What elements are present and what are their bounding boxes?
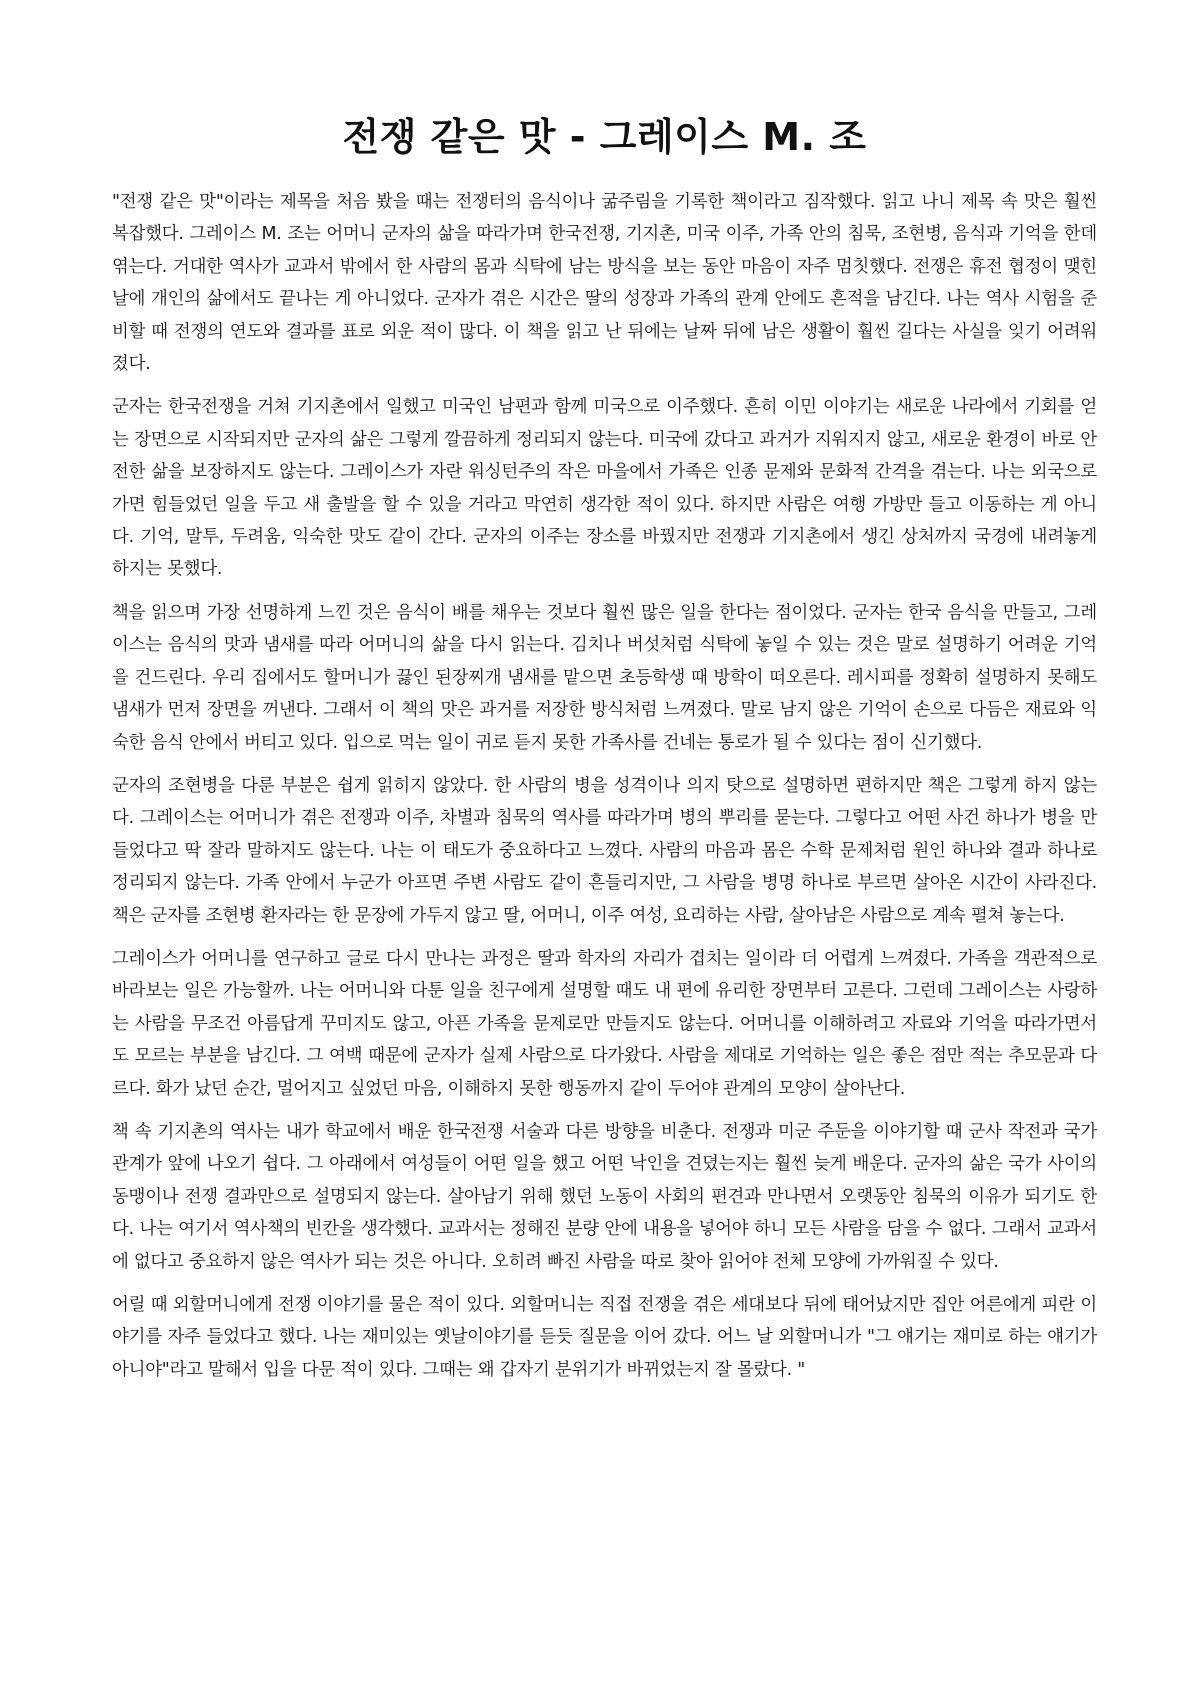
paragraph: "전쟁 같은 맛"이라는 제목을 처음 봤을 때는 전쟁터의 음식이나 굶주림을 기록한 책이라고 짐작했다. 읽고 나니 제목 속 맛은 훨씬 복잡했다. 그레이스 M. 조는 어머니 군자의 삶을 따라가며 한국전쟁, 기지촌, 미국 이주, 가족 안의 침묵, 조현병, 음식과 기억을 한데 엮는다. 거대한 역사가 교과서 밖에서 한 사람의 몸과 식탁에 남는 방식을 보는 동안 마음이 자주 멈칫했다. 전쟁은 휴전 협정이 맺힌 날에 개인의 삶에서도 끝나는 게 아니었다. 군자가 겪은 시간은 딸의 성장과 가족의 관계 안에도 흔적을 남긴다. 나는 역사 시험을 준비할 때 전쟁의 연도와 결과를 표로 외운 적이 많다. 이 책을 읽고 난 뒤에는 날짜 뒤에 남은 생활이 훨씬 길다는 사실을 잊기 어려워졌다. bbox=[112, 192, 1097, 375]
paragraph: 군자는 한국전쟁을 거쳐 기지촌에서 일했고 미국인 남편과 함께 미국으로 이주했다. 흔히 이민 이야기는 새로운 나라에서 기회를 얻는 장면으로 시작되지만 군자의 삶은 그렇게 깔끔하게 정리되지 않는다. 미국에 갔다고 과거가 지워지지 않고, 새로운 환경이 바로 안전한 삶을 보장하지도 않는다. 그레이스가 자란 워싱턴주의 작은 마을에서 가족은 인종 문제와 문화적 간격을 겪는다. 나는 외국으로 가면 힘들었던 일을 두고 새 출발을 할 수 있을 거라고 막연히 생각한 적이 있다. 하지만 사람은 여행 가방만 들고 이동하는 게 아니다. 기억, 말투, 두려움, 익숙한 맛도 같이 간다. 군자의 이주는 장소를 바꿨지만 전쟁과 기지촌에서 생긴 상처까지 국경에 내려놓게 하지는 못했다. bbox=[112, 397, 1097, 580]
paragraph: 군자의 조현병을 다룬 부분은 쉽게 읽히지 않았다. 한 사람의 병을 성격이나 의지 탓으로 설명하면 편하지만 책은 그렇게 하지 않는다. 그레이스는 어머니가 겪은 전쟁과 이주, 차별과 침묵의 역사를 따라가며 병의 뿌리를 묻는다. 그렇다고 어떤 사건 하나가 병을 만들었다고 딱 잘라 말하지도 않는다. 나는 이 태도가 중요하다고 느꼈다. 사람의 마음과 몸은 수학 문제처럼 원인 하나와 결과 하나로 정리되지 않는다. 가족 안에서 누군가 아프면 주변 사람도 같이 흔들리지만, 그 사람을 병명 하나로 부르면 살아온 시간이 사라진다. 책은 군자를 조현병 환자라는 한 문장에 가두지 않고 딸, 어머니, 이주 여성, 요리하는 사람, 살아남은 사람으로 계속 펼쳐 놓는다. bbox=[112, 775, 1097, 926]
paragraph: 그레이스가 어머니를 연구하고 글로 다시 만나는 과정은 딸과 학자의 자리가 겹치는 일이라 더 어렵게 느껴졌다. 가족을 객관적으로 바라보는 일은 가능할까. 나는 어머니와 다툰 일을 친구에게 설명할 때도 내 편에 유리한 장면부터 고른다. 그런데 그레이스는 사랑하는 사람을 무조건 아름답게 꾸미지도 않고, 아픈 가족을 문제로만 만들지도 않는다. 어머니를 이해하려고 자료와 기억을 따라가면서도 모르는 부분을 남긴다. 그 여백 때문에 군자가 실제 사람으로 다가왔다. 사람을 제대로 기억하는 일은 좋은 점만 적는 추모문과 다르다. 화가 났던 순간, 멀어지고 싶었던 마음, 이해하지 못한 행동까지 같이 두어야 관계의 모양이 살아난다. bbox=[112, 948, 1097, 1099]
paragraph: 책을 읽으며 가장 선명하게 느낀 것은 음식이 배를 채우는 것보다 훨씬 많은 일을 한다는 점이었다. 군자는 한국 음식을 만들고, 그레이스는 음식의 맛과 냄새를 따라 어머니의 삶을 다시 읽는다. 김치나 버섯처럼 식탁에 놓일 수 있는 것은 말로 설명하기 어려운 기억을 건드린다. 우리 집에서도 할머니가 끓인 된장찌개 냄새를 맡으면 초등학생 때 방학이 떠오른다. 레시피를 정확히 설명하지 못해도 냄새가 먼저 장면을 꺼낸다. 그래서 이 책의 맛은 과거를 저장한 방식처럼 느껴졌다. 말로 남지 않은 기억이 손으로 다듬은 재료와 익숙한 음식 안에서 버티고 있다. 입으로 먹는 일이 귀로 듣지 못한 가족사를 건네는 통로가 될 수 있다는 점이 신기했다. bbox=[112, 602, 1097, 753]
document-title: 전쟁 같은 맛 - 그레이스 M. 조 bbox=[342, 115, 867, 159]
paragraph: 책 속 기지촌의 역사는 내가 학교에서 배운 한국전쟁 서술과 다른 방향을 비춘다. 전쟁과 미군 주둔을 이야기할 때 군사 작전과 국가 관계가 앞에 나오기 쉽다. 그 아래에서 여성들이 어떤 일을 했고 어떤 낙인을 견뎠는지는 훨씬 늦게 배운다. 군자의 삶은 국가 사이의 동맹이나 전쟁 결과만으로 설명되지 않는다. 살아남기 위해 했던 노동이 사회의 편견과 만나면서 오랫동안 침묵의 이유가 되기도 한다. 나는 여기서 역사책의 빈칸을 생각했다. 교과서는 정해진 분량 안에 내용을 넣어야 하니 모든 사람을 담을 수 없다. 그래서 교과서에 없다고 중요하지 않은 역사가 되는 것은 아니다. 오히려 빠진 사람을 따로 찾아 읽어야 전체 모양에 가까워질 수 있다. bbox=[112, 1121, 1097, 1272]
paragraph: 어릴 때 외할머니에게 전쟁 이야기를 물은 적이 있다. 외할머니는 직접 전쟁을 겪은 세대보다 뒤에 태어났지만 집안 어른에게 피란 이야기를 자주 들었다고 했다. 나는 재미있는 옛날이야기를 듣듯 질문을 이어 갔다. 어느 날 외할머니가 "그 얘기는 재미로 하는 얘기가 아니야"라고 말해서 입을 다문 적이 있다. 그때는 왜 갑자기 분위기가 바뀌었는지 잘 몰랐다. " bbox=[112, 1295, 1097, 1380]
essay-body bbox=[112, 186, 1097, 1386]
